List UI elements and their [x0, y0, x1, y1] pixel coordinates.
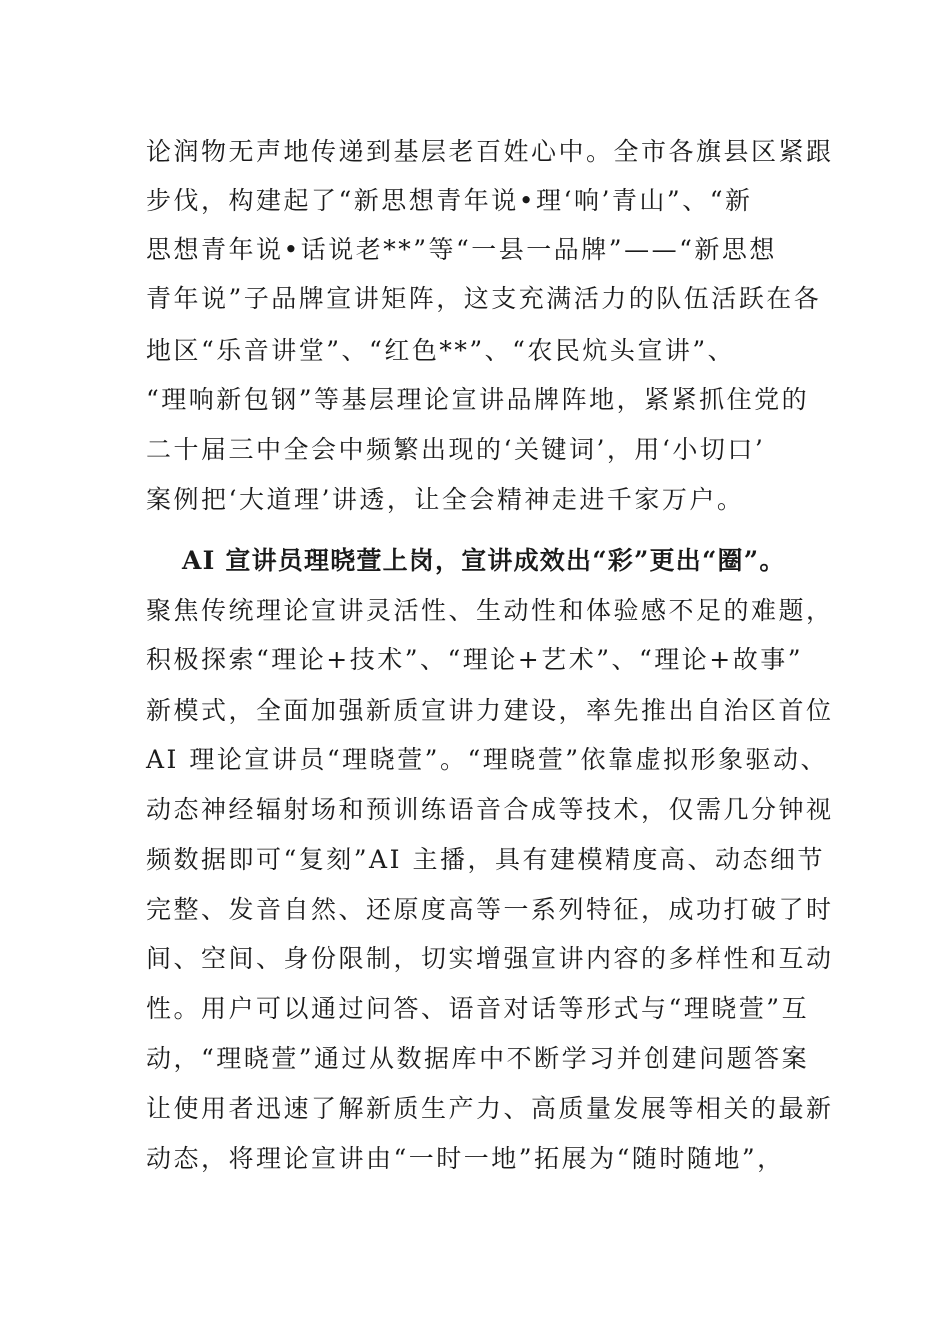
text-line: 性。用户可以通过问答、语音对话等形式与“理晓萱”互 — [146, 994, 810, 1023]
text-line: 步伐，构建起了“新思想青年说•理‘响’青山”、“新 — [146, 186, 753, 215]
text-line: 动，“理晓萱”通过从数据库中不断学习并创建问题答案 — [146, 1044, 810, 1073]
text-line: 频数据即可“复刻”AI 主播，具有建模精度高、动态细节 — [146, 845, 825, 874]
text-line: 积极探索“理论+技术”、“理论+艺术”、“理论+故事” — [146, 645, 804, 674]
text-line: 案例把‘大道理’讲透，让全会精神走进千家万户。 — [146, 485, 745, 514]
text-line: 青年说”子品牌宣讲矩阵，这支充满活力的队伍活跃在各 — [146, 284, 822, 313]
text-line: 新模式，全面加强新质宣讲力建设，率先推出自治区首位 — [146, 696, 834, 725]
text-line: 思想青年说•话说老**”等“一县一品牌”——“新思想 — [146, 235, 777, 264]
text-line: “理响新包钢”等基层理论宣讲品牌阵地，紧紧抓住党的 — [146, 385, 810, 414]
text-line: 二十届三中全会中频繁出现的‘关键词’，用‘小切口’ — [146, 435, 766, 464]
text-line: AI 理论宣讲员“理晓萱”。“理晓萱”依靠虚拟形象驱动、 — [146, 745, 829, 774]
text-line: 地区“乐音讲堂”、“红色**”、“农民炕头宣讲”、 — [146, 336, 736, 365]
text-line: 间、空间、身份限制，切实增强宣讲内容的多样性和互动 — [146, 944, 834, 973]
text-line: 动态神经辐射场和预训练语音合成等技术，仅需几分钟视 — [146, 795, 834, 824]
text-line: 完整、发音自然、还原度高等一系列特征，成功打破了时 — [146, 895, 834, 924]
paragraph-heading: AI 宣讲员理晓萱上岗，宣讲成效出“彩”更出“圈”。 — [182, 546, 786, 575]
text-line: 论润物无声地传递到基层老百姓心中。全市各旗县区紧跟 — [146, 137, 834, 166]
text-line: 聚焦传统理论宣讲灵活性、生动性和体验感不足的难题， — [146, 596, 834, 625]
text-line: 动态，将理论宣讲由“一时一地”拓展为“随时随地”， — [146, 1144, 785, 1173]
text-line: 让使用者迅速了解新质生产力、高质量发展等相关的最新 — [146, 1094, 834, 1123]
